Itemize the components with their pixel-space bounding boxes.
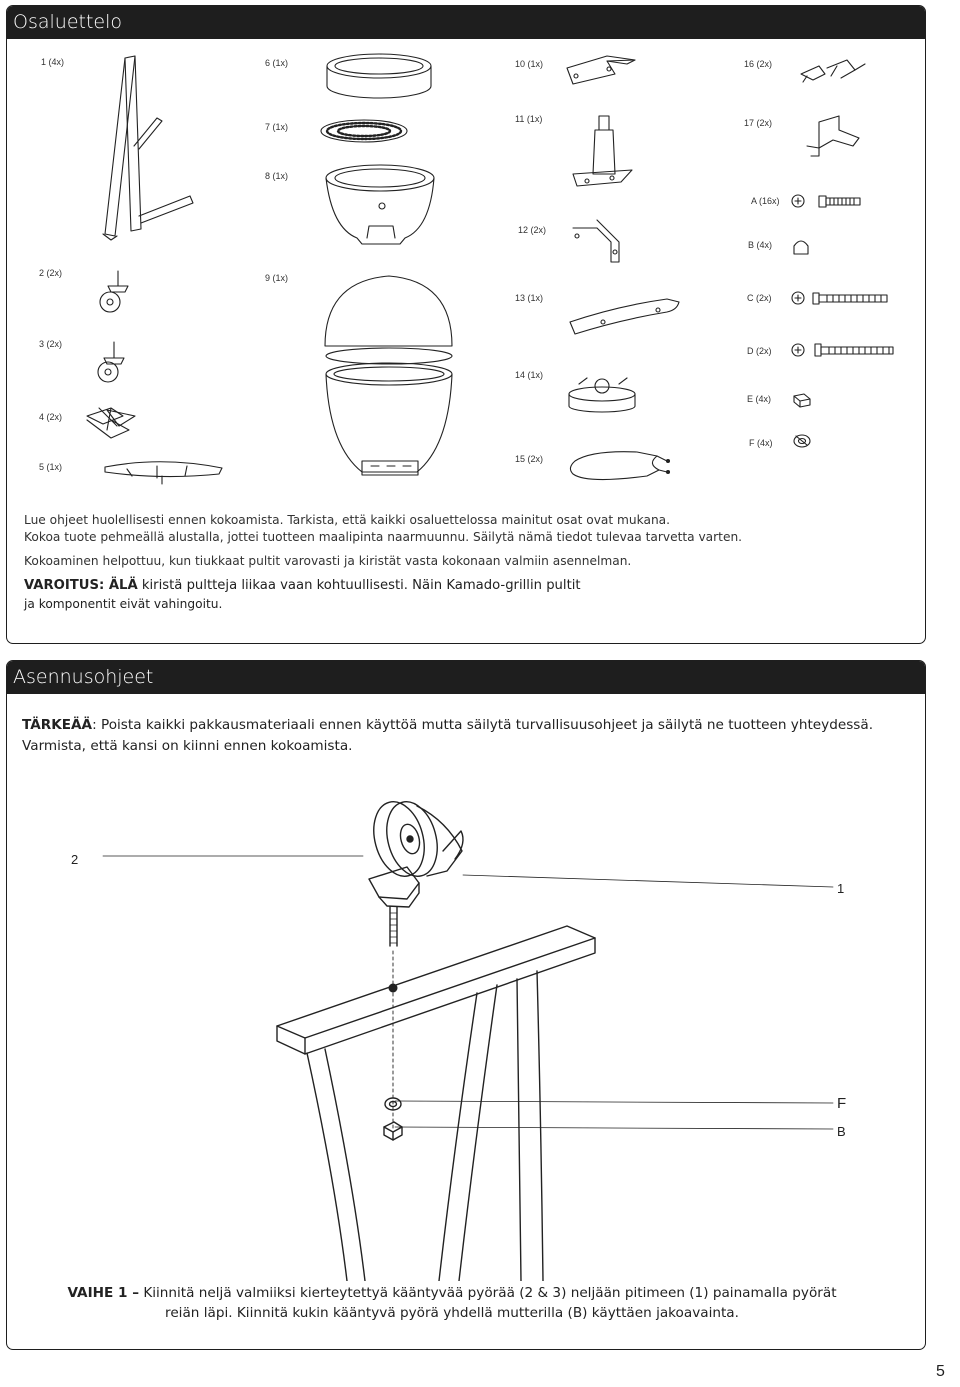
part-label-C: C (2x) (747, 293, 772, 303)
part-2-caster-illustration (100, 271, 128, 312)
part-label-16: 16 (2x) (744, 59, 773, 69)
part-7-grate-illustration (321, 120, 407, 142)
part-13-handle-illustration (570, 299, 679, 334)
part-label-3: 3 (2x) (39, 339, 63, 349)
important-text: : Poista kaikki pakkausmateriaali ennen käyttöä mutta säilytä turvallisuusohjeet ja säilytä ne tuotteen yhteydessä. Varmista, että kansi on kiinni ennen kokoamista. (22, 717, 874, 754)
part-12-bracket-illustration (573, 220, 619, 262)
step-1-label: VAIHE 1 – (67, 1285, 140, 1301)
part-5-shelf-illustration (105, 462, 222, 484)
part-label-1: 1 (4x) (41, 57, 65, 67)
warning-block (24, 577, 904, 614)
part-label-A: A (16x) (751, 196, 780, 206)
part-11-hinge-illustration (573, 116, 632, 186)
assembly-title: Asennusohjeet (7, 661, 925, 694)
leader-lines (103, 856, 833, 1129)
part-15-side-table-illustration (570, 452, 669, 480)
part-label-15: 15 (2x) (515, 454, 544, 464)
part-4-cross-illustration (87, 408, 135, 438)
step-1-illustration (7, 661, 925, 1281)
part-14-vent-illustration (569, 378, 635, 412)
parts-notes (24, 512, 904, 614)
part-label-11: 11 (1x) (515, 114, 543, 124)
callout-B-nut: B (837, 1124, 846, 1139)
part-label-E: E (4x) (747, 394, 772, 404)
note-2: Kokoa tuote pehmeällä alustalla, jottei tuotteen maalipinta naarmuunnu. Säilytä nämä tiedot tulevaa tarvetta varten. (24, 530, 743, 544)
part-label-14: 14 (1x) (515, 370, 544, 380)
part-label-17: 17 (2x) (744, 118, 773, 128)
callout-1-leg: 1 (837, 881, 845, 896)
part-label-10: 10 (1x) (515, 59, 544, 69)
part-label-4: 4 (2x) (39, 412, 63, 422)
part-label-7: 7 (1x) (265, 122, 289, 132)
warning-text-2: ja komponentit eivät vahingoitu. (24, 597, 223, 611)
part-label-12: 12 (2x) (518, 225, 547, 235)
part-9-kamado-illustration (325, 276, 452, 475)
parts-illustrations (7, 6, 925, 506)
part-label-F: F (4x) (749, 438, 773, 448)
part-label-B: B (4x) (748, 240, 773, 250)
page-number: 5 (936, 1363, 945, 1380)
part-label-2: 2 (2x) (39, 268, 63, 278)
callout-F-washer: F (837, 1095, 847, 1112)
part-B-nut-illustration (794, 241, 808, 254)
part-1-leg-illustration (103, 56, 193, 240)
step-1-text (52, 1283, 852, 1323)
part-3-caster-illustration (98, 342, 124, 382)
part-16-clip-illustration (801, 60, 865, 82)
part-label-13: 13 (1x) (515, 293, 544, 303)
important-label: TÄRKEÄÄ (22, 717, 93, 733)
note-3: Kokoaminen helpottuu, kun tiukkaat pultit varovasti ja kiristät vasta kokonaan valmiin asennelman. (24, 554, 632, 568)
part-C-bolt-illustration (792, 292, 887, 304)
warning-label: VAROITUS: ÄLÄ (24, 578, 138, 593)
caster-wheel-illustration (366, 796, 463, 946)
note-1: Lue ohjeet huolellisesti ennen kokoamista. Tarkista, että kaikki osaluettelossa mainitut osat ovat mukana. (24, 513, 671, 527)
parts-list-title: Osaluettelo (7, 6, 925, 39)
step-1-instruction: Kiinnitä neljä valmiiksi kierteytettyä kääntyvää pyörää (2 & 3) neljään pitimeen (1) painamalla pyörät reiän läpi. Kiinnitä kukin kääntyvä pyörä yhdellä mutterilla (B) käyttäen jakoavainta. (139, 1285, 837, 1321)
part-17-bracket-illustration (807, 116, 859, 156)
part-10-bracket-illustration (567, 56, 635, 84)
part-label-8: 8 (1x) (265, 171, 289, 181)
part-A-bolt-illustration (792, 195, 860, 207)
warning-text: kiristä pultteja liikaa vaan kohtuullisesti. Näin Kamado-grillin pultit (137, 578, 581, 593)
part-label-9: 9 (1x) (265, 273, 289, 283)
part-D-bolt-illustration (792, 344, 893, 356)
parts-list-panel (6, 5, 926, 644)
part-label-D: D (2x) (747, 346, 772, 356)
part-F-washer-illustration (794, 435, 810, 447)
part-label-5: 5 (1x) (39, 462, 63, 472)
part-8-firebox-illustration (326, 165, 434, 244)
part-6-ring-illustration (327, 54, 431, 98)
part-E-nut-illustration (794, 394, 810, 407)
assembly-panel (6, 660, 926, 1350)
callout-2-wheel: 2 (71, 852, 79, 867)
leg-frame-illustration (277, 926, 595, 1281)
part-label-6: 6 (1x) (265, 58, 289, 68)
